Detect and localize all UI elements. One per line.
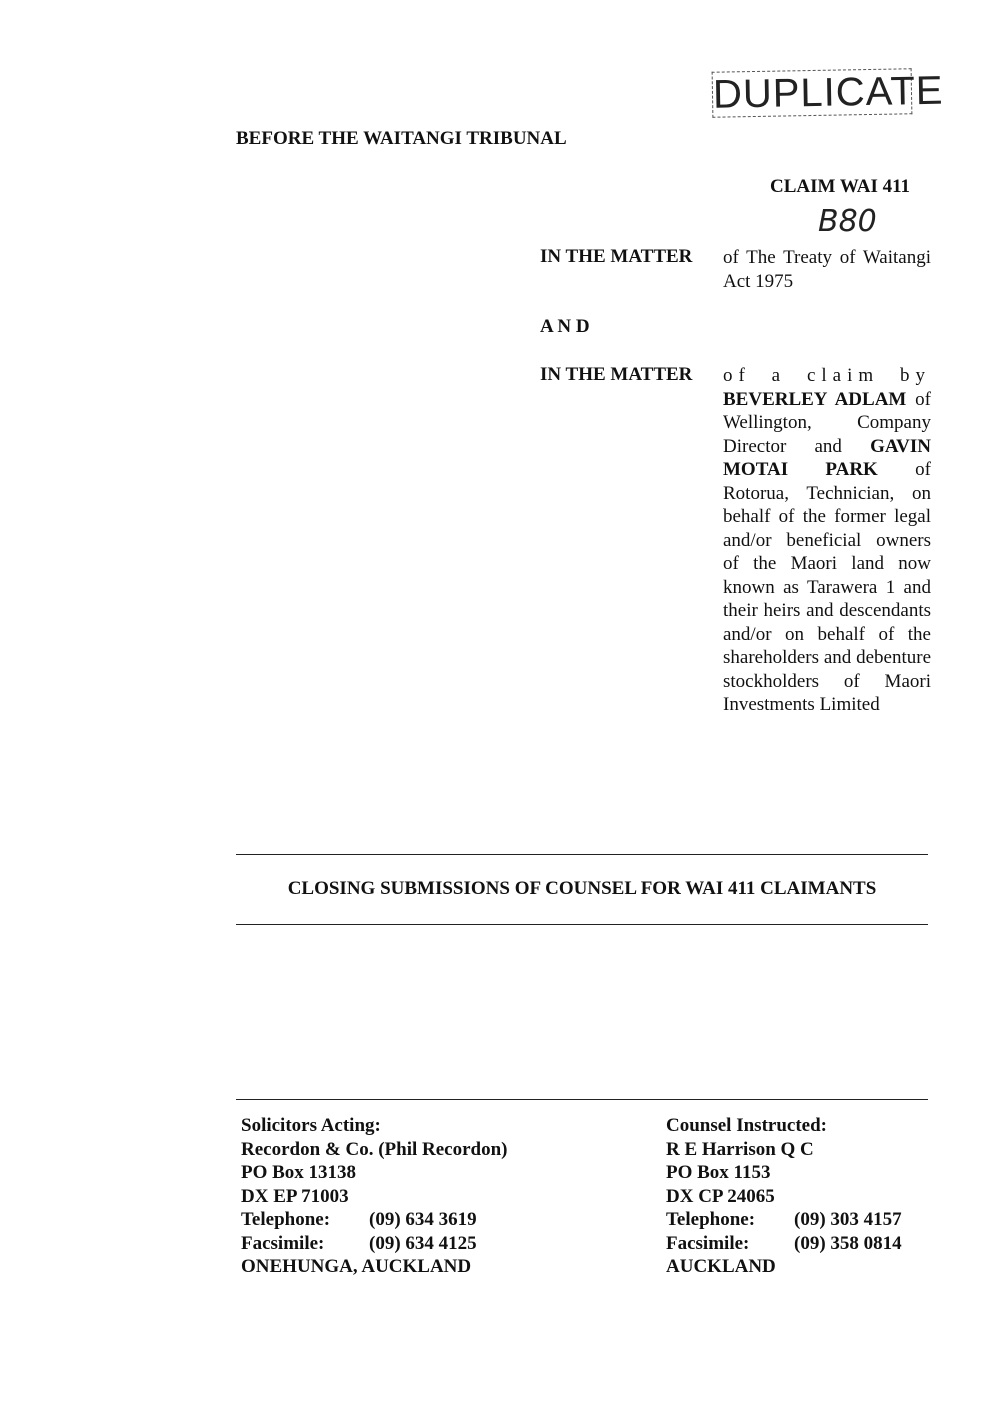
solicitors-po-box: PO Box 13138 xyxy=(241,1162,357,1183)
solicitors-firm: Recordon & Co. (Phil Recordon) xyxy=(241,1138,508,1160)
solicitors-facsimile-label: Facsimile: xyxy=(241,1232,325,1254)
claimant-name-2: GAVIN MOTAI PARK xyxy=(723,435,931,480)
solicitors-facsimile: (09) 634 4125 xyxy=(369,1232,477,1254)
solicitors-city: ONEHUNGA, AUCKLAND xyxy=(241,1256,472,1277)
claim-lead: of a claim by xyxy=(723,365,931,386)
title-rule-top xyxy=(236,854,928,855)
claimant-details-1: of Wellington, Company Director and xyxy=(723,388,931,457)
footer-rule xyxy=(236,1099,928,1100)
matter-text-1: of The Treaty of Waitangi Act 1975 xyxy=(723,247,931,292)
counsel-telephone-row xyxy=(666,1208,966,1232)
solicitors-block xyxy=(241,1114,641,1279)
solicitors-telephone-row xyxy=(241,1208,641,1232)
and-label: A N D xyxy=(540,316,590,337)
counsel-telephone-label: Telephone: xyxy=(666,1209,756,1230)
solicitors-telephone-label: Telephone: xyxy=(241,1209,331,1230)
counsel-facsimile-label: Facsimile: xyxy=(666,1232,750,1254)
title-rule-bottom xyxy=(236,924,928,925)
solicitors-dx: DX EP 71003 xyxy=(241,1185,349,1207)
counsel-name: R E Harrison Q C xyxy=(666,1138,814,1160)
tribunal-heading: BEFORE THE WAITANGI TRIBUNAL xyxy=(236,128,567,149)
handwritten-reference: B80 xyxy=(818,204,877,239)
solicitors-telephone: (09) 634 3619 xyxy=(369,1209,477,1230)
solicitors-heading: Solicitors Acting: xyxy=(241,1115,381,1136)
counsel-heading: Counsel Instructed: xyxy=(666,1115,827,1136)
matter-label-2: IN THE MATTER xyxy=(540,364,693,385)
counsel-facsimile: (09) 358 0814 xyxy=(794,1232,902,1254)
counsel-city: AUCKLAND xyxy=(666,1256,776,1277)
counsel-facsimile-row xyxy=(666,1232,966,1256)
counsel-telephone: (09) 303 4157 xyxy=(794,1209,902,1230)
counsel-dx: DX CP 24065 xyxy=(666,1185,775,1207)
claimant-name-1: BEVERLEY ADLAM xyxy=(723,388,907,410)
solicitors-facsimile-row xyxy=(241,1232,641,1256)
claim-number: CLAIM WAI 411 xyxy=(770,176,911,197)
document-title: CLOSING SUBMISSIONS OF COUNSEL FOR WAI 411 CLAIMANTS xyxy=(287,878,877,899)
claimant-details-2: of Rotorua, Technician, on behalf of the former legal and/or beneficial owners of the Maori land now known as Tarawera 1 and their heirs and descendants and/or on behalf of the shareholders and debenture stockholders of Maori Investments Limited xyxy=(723,459,931,715)
counsel-block xyxy=(666,1114,966,1279)
duplicate-stamp: DUPLICATE xyxy=(712,68,944,117)
matter-text-2 xyxy=(723,364,931,717)
matter-label-1: IN THE MATTER xyxy=(540,246,693,267)
counsel-po-box: PO Box 1153 xyxy=(666,1162,771,1183)
